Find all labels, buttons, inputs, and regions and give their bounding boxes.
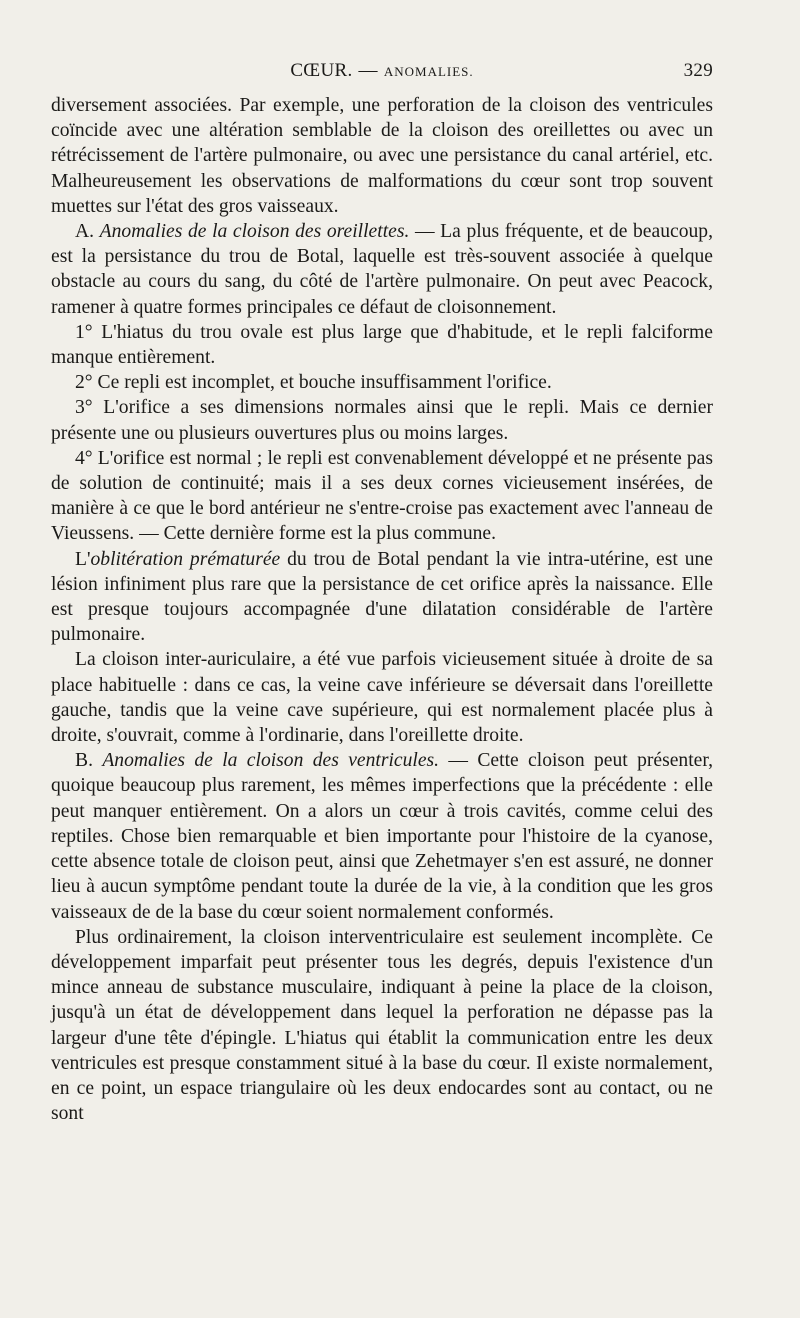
paragraph-text: — La plus fréquente, et de beaucoup, est la persistance du trou de Botal, laquelle est très-souvent associée à quelque obstacle au cours du sang, du côté de l'artère pulmonaire. On peut avec Peacock, ramener à quatre formes principales ce défaut de cloisonnement. (51, 221, 713, 318)
paragraph-10 (51, 925, 713, 1127)
running-header (51, 60, 713, 88)
paragraph-6 (51, 446, 713, 547)
paragraph-text: 4° L'orifice est normal ; le repli est convenablement développé et ne présente pas de solution de continuité; mais il a ses deux cornes vicieusement insérées, de manière à ce que le bord antérieur ne s'entre-croise pas exactement avec l'anneau de Vieussens. — Cette dernière forme est la plus commune. (51, 447, 713, 545)
header-title: CŒUR. (290, 60, 353, 81)
paragraph-text: — Cette cloison peut présenter, quoique beaucoup plus rarement, les mêmes imperfections que la précédente : elle peut manquer entièrement. On a alors un cœur à trois cavités, comme celui des reptiles. Chose bien remarquable et bien importante pour l'histoire de la cyanose, cette absence totale de cloison peut, ainsi que Zehetmayer s'en est assuré, ne donner lieu à aucun symptôme pendant toute la durée de la vie, à la condition que les gros vaisseaux de de la base du cœur soient normalement conformés. (51, 750, 713, 923)
paragraph-1 (51, 93, 713, 219)
paragraph-4 (51, 370, 713, 395)
running-title (51, 60, 713, 82)
paragraph-3 (51, 320, 713, 370)
paragraph-2 (51, 219, 713, 320)
paragraph-text: 1° L'hiatus du trou ovale est plus large que d'habitude, et le repli falciforme manque entièrement. (51, 321, 713, 369)
paragraph-9 (51, 748, 713, 924)
section-heading: Anomalies de la cloison des oreillettes. (99, 221, 410, 243)
section-heading: Anomalies de la cloison des ventricules. (102, 750, 440, 772)
paragraph-text: diversement associées. Par exemple, une perforation de la cloison des ventricules coïncide avec une altération semblable de la cloison des oreillettes ou avec un rétrécissement de l'artère pulmonaire, ou avec une persistance du canal artériel, etc. Malheureusement les observations de malformations du cœur sont trop souvent muettes sur l'état des gros vaisseaux. (51, 95, 713, 217)
paragraph-prefix: L' (75, 548, 91, 570)
paragraph-8 (51, 647, 713, 748)
page-number: 329 (683, 60, 713, 81)
paragraph-text: La cloison inter-auriculaire, a été vue parfois vicieusement située à droite de sa place habituelle : dans ce cas, la veine cave inférieure se déversait dans l'oreillette gauche, tandis que la veine cave supérieure, qui est normalement placée plus à droite, s'ouvrait, comme à l'ordinarie, dans l'oreillette droite. (51, 649, 713, 747)
section-marker: A. (75, 221, 100, 243)
italic-term: oblitération prématurée (90, 548, 281, 570)
paragraph-text: du trou de Botal pendant la vie intra-utérine, est une lésion infiniment plus rare que la persistance de cet orifice après la naissance. Elle est presque toujours accompagnée d'une dilatation considérable de l'artère pulmonaire. (51, 548, 713, 646)
section-marker: B. (75, 750, 103, 772)
paragraph-5 (51, 395, 713, 445)
header-subtitle: ANOMALIES. (383, 64, 474, 79)
paragraph-text: Plus ordinairement, la cloison interventriculaire est seulement incomplète. Ce développement imparfait peut présenter tous les degrés, depuis l'existence d'un mince anneau de substance musculaire, indiquant à peine la place de la cloison, jusqu'à un état de développement dans lequel la perforation ne dépasse pas la largeur d'une tête d'épingle. L'hiatus qui établit la communication entre les deux ventricules est presque constamment situé à la base du cœur. Il existe normalement, en ce point, un espace triangulaire où les deux endocardes sont au contact, ou ne sont (51, 926, 713, 1125)
header-separator: — (358, 60, 378, 81)
paragraph-text: 2° Ce repli est incomplet, et bouche insuffisamment l'orifice. (75, 372, 552, 394)
paragraph-text: 3° L'orifice a ses dimensions normales ainsi que le repli. Mais ce dernier présente une ou plusieurs ouvertures plus ou moins larges. (51, 397, 713, 444)
body-text (51, 93, 713, 1126)
paragraph-7 (51, 547, 713, 648)
